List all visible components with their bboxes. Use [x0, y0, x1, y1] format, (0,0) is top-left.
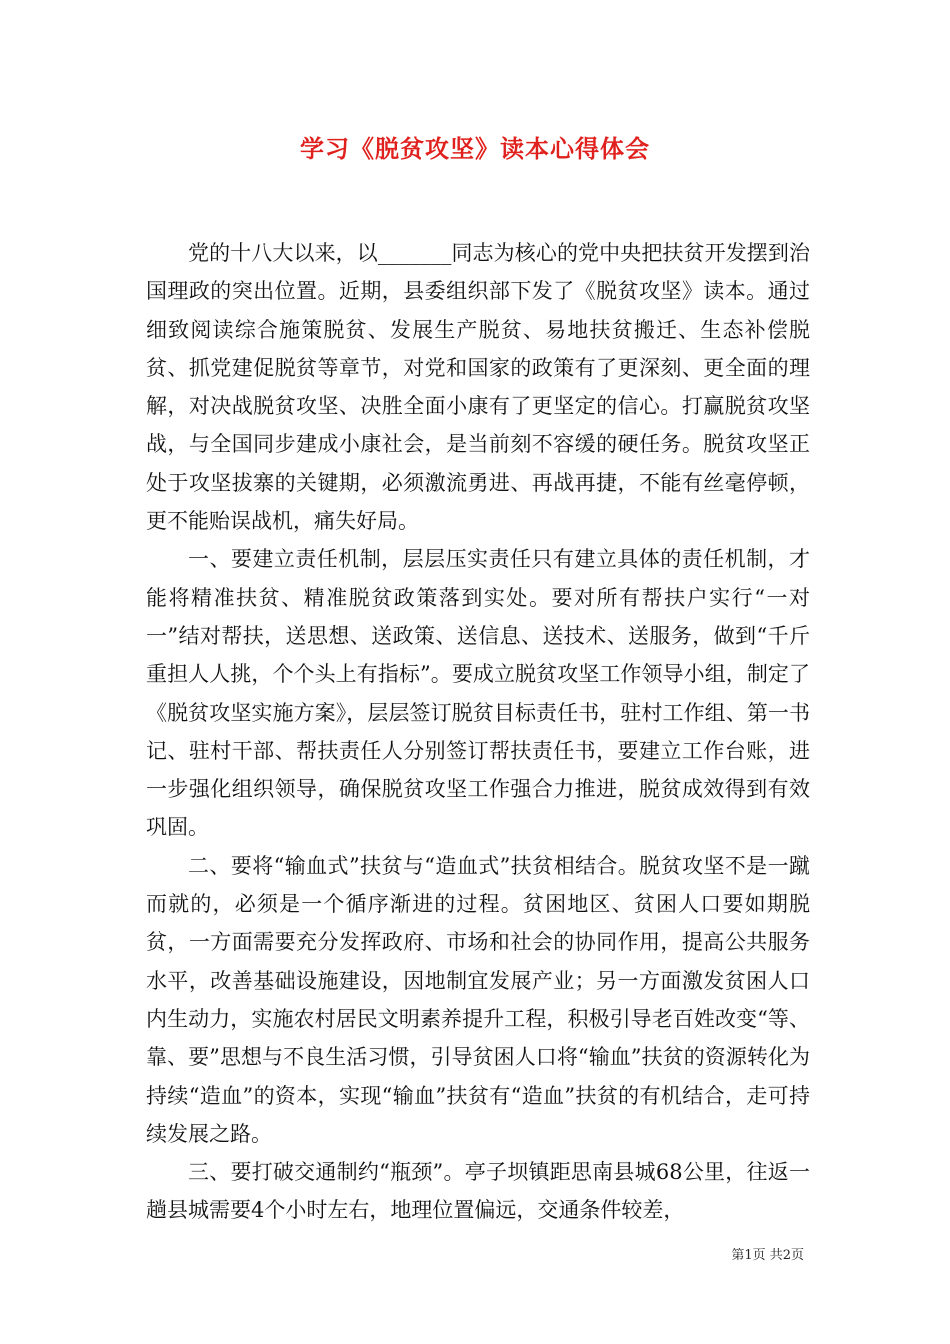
- document-body: [146, 234, 810, 1230]
- document-title: 学习《脱贫攻坚》读本心得体会: [300, 134, 650, 163]
- paragraph-intro: 党的十八大以来，以_______同志为核心的党中央把扶贫开发摆到治国理政的突出位置。近期，县委组织部下发了《脱贫攻坚》读本。通过细致阅读综合施策脱贫、发展生产脱贫、易地扶贫搬迁、生态补偿脱贫、抓党建促脱贫等章节，对党和国家的政策有了更深刻、更全面的理解，对决战脱贫攻坚、决胜全面小康有了更坚定的信心。打赢脱贫攻坚战，与全国同步建成小康社会，是当前刻不容缓的硬任务。脱贫攻坚正处于攻坚拔寨的关键期，必须激流勇进、再战再捷，不能有丝毫停顿，更不能贻误战机，痛失好局。: [146, 241, 810, 534]
- paragraph-section-2: 二、要将“输血式”扶贫与“造血式”扶贫相结合。脱贫攻坚不是一蹴而就的，必须是一个循序渐进的过程。贫困地区、贫困人口要如期脱贫，一方面需要充分发挥政府、市场和社会的协同作用，提高公共服务水平，改善基础设施建设，因地制宜发展产业；另一方面激发贫困人口内生动力，实施农村居民文明素养提升工程，积极引导老百姓改变“等、靠、要”思想与不良生活习惯，引导贫困人口将“输血”扶贫的资源转化为持续“造血”的资本，实现“输血”扶贫有“造血”扶贫的有机结合，走可持续发展之路。: [146, 853, 810, 1146]
- paragraph-section-3: 三、要打破交通制约“瓶颈”。亭子坝镇距思南县城68公里，往返一趟县城需要4个小时左右，地理位置偏远，交通条件较差，: [146, 1160, 810, 1223]
- paragraph-section-1: 一、要建立责任机制，层层压实责任只有建立具体的责任机制，才能将精准扶贫、精准脱贫政策落到实处。要对所有帮扶户实行“一对一”结对帮扶，送思想、送政策、送信息、送技术、送服务，做到“千斤重担人人挑，个个头上有指标”。要成立脱贫攻坚工作领导小组，制定了《脱贫攻坚实施方案》，层层签订脱贫目标责任书，驻村工作组、第一书记、驻村干部、帮扶责任人分别签订帮扶责任书，要建立工作台账，进一步强化组织领导，确保脱贫攻坚工作强合力推进，脱贫成效得到有效巩固。: [146, 547, 810, 840]
- page-number: 第1页 共2页: [731, 1248, 804, 1263]
